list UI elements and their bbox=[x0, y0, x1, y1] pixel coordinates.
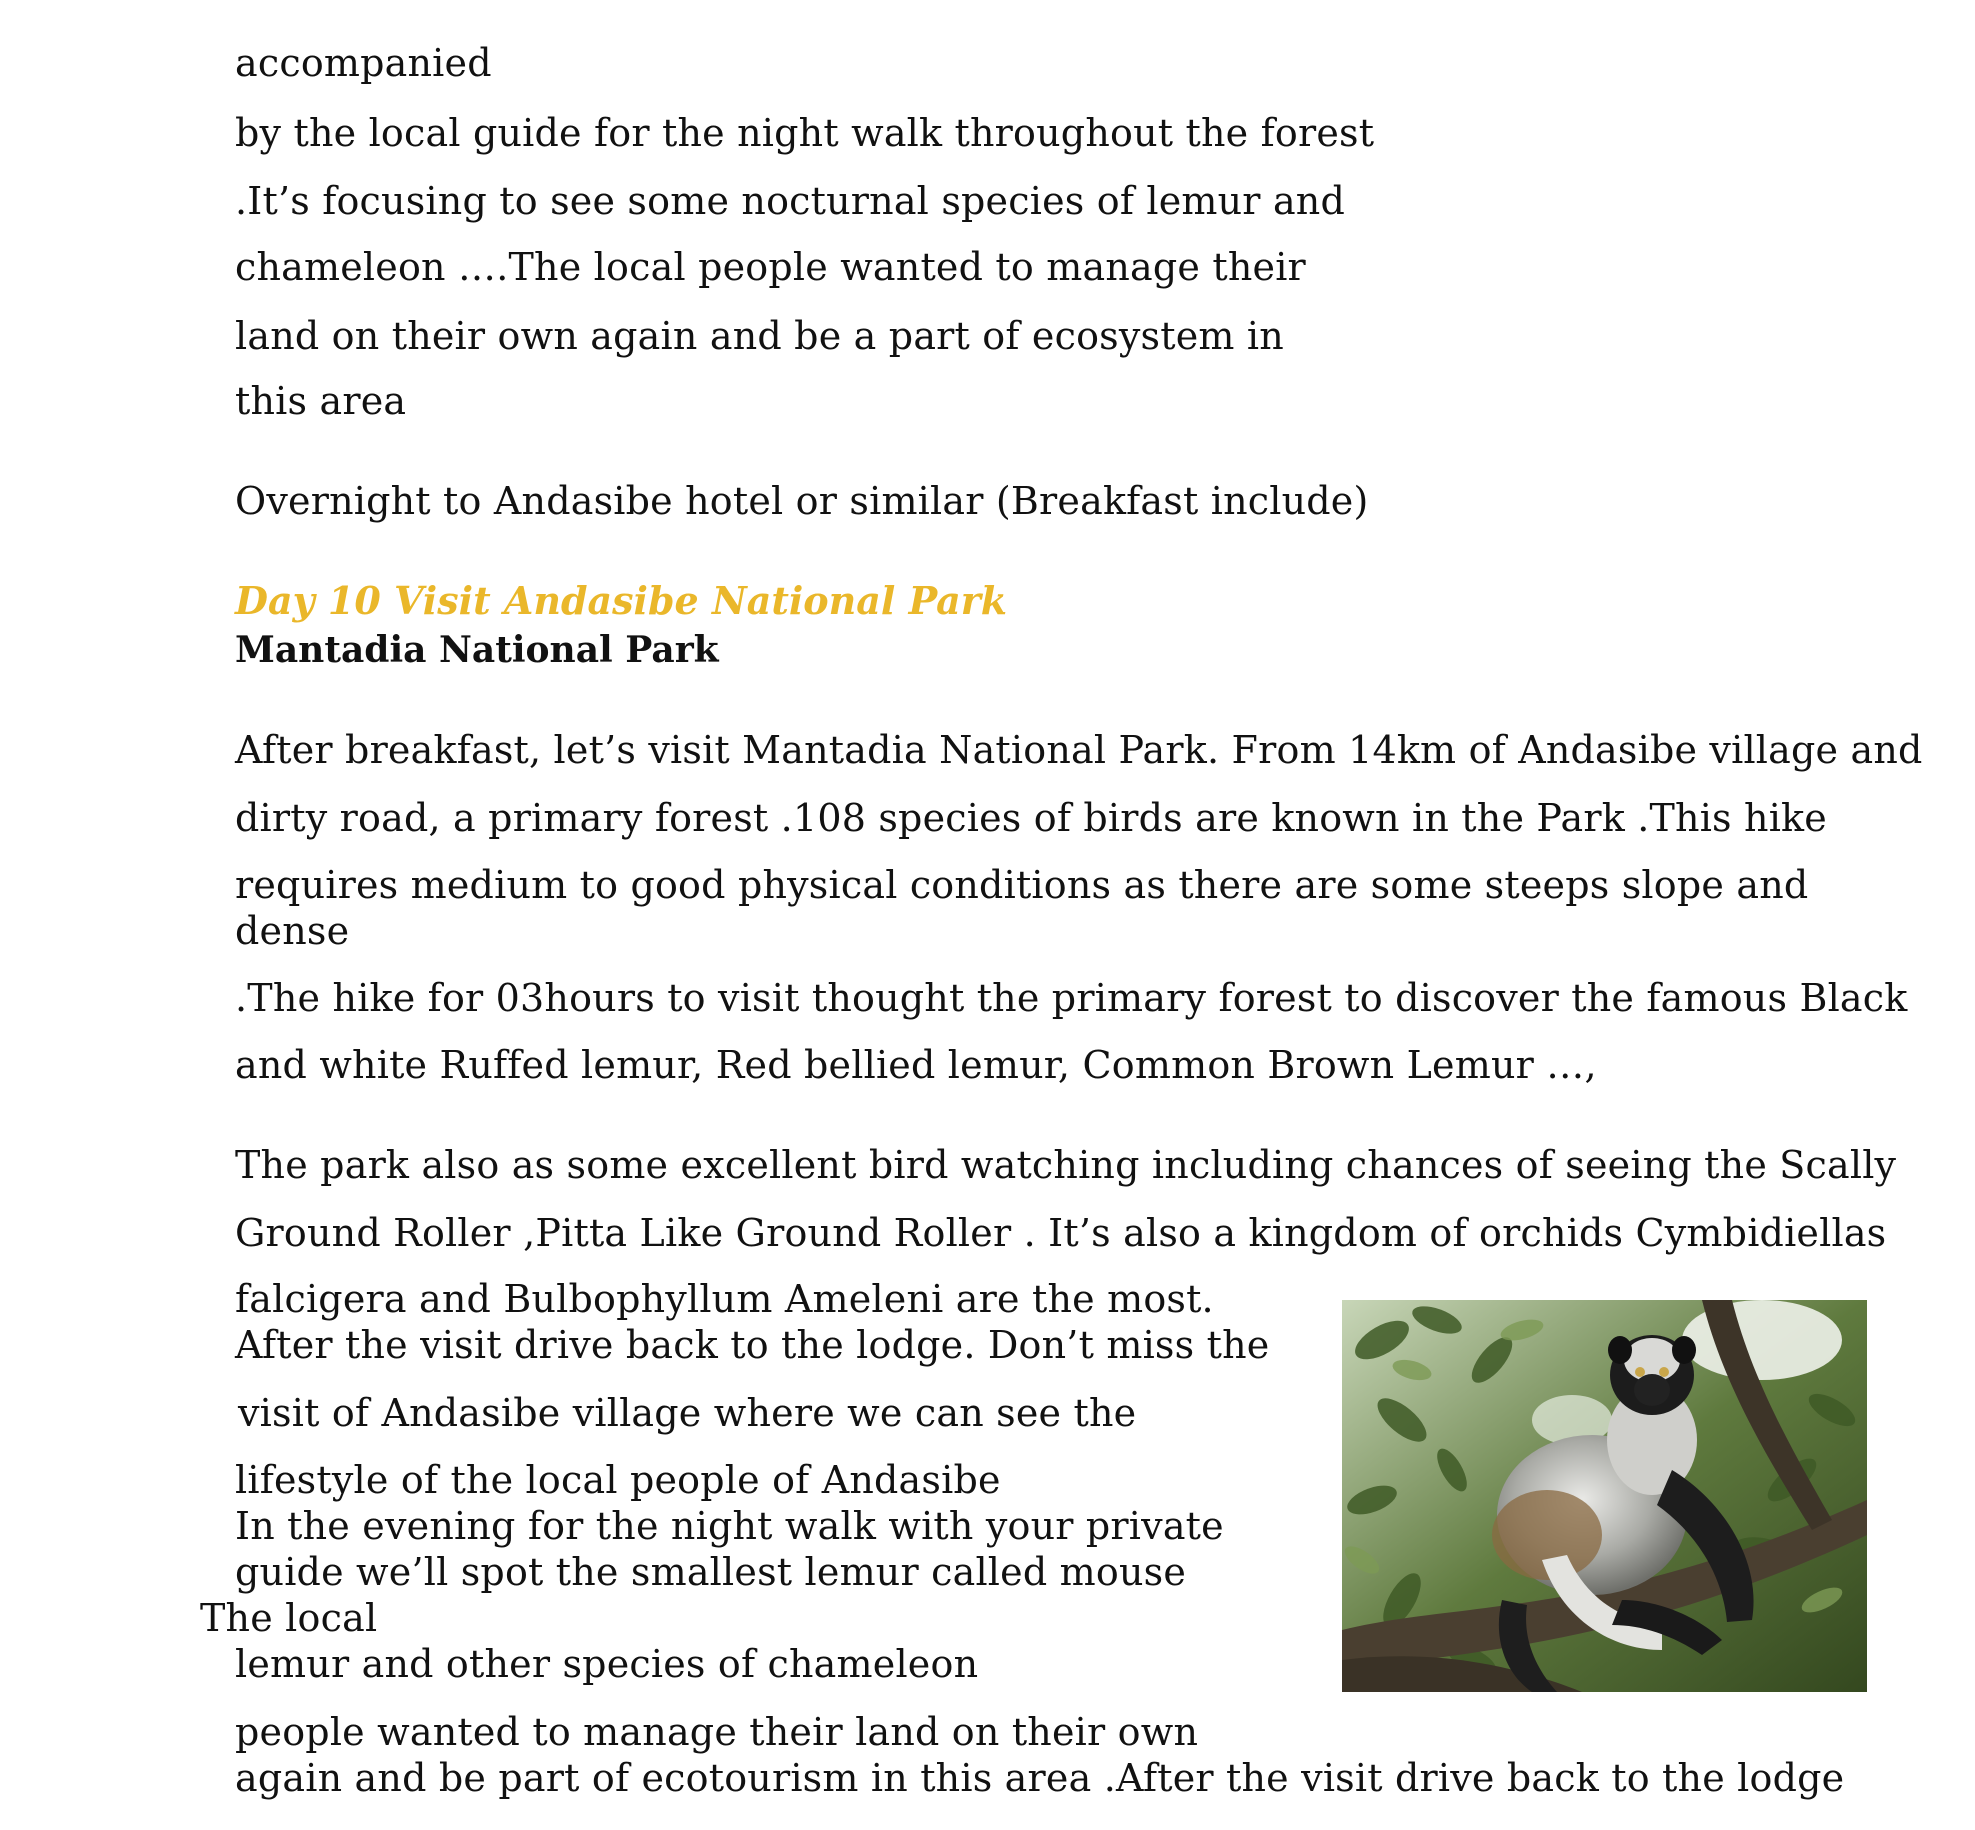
paragraph-line: dense bbox=[235, 909, 350, 953]
intro-line: this area bbox=[235, 379, 407, 423]
paragraph-line: again and be part of ecotourism in this area .After the visit drive back to the lodge bbox=[235, 1756, 1845, 1800]
paragraph-line: Ground Roller ,Pitta Like Ground Roller . It’s also a kingdom of orchids Cymbidiellas bbox=[235, 1211, 1887, 1255]
paragraph-line: people wanted to manage their land on their own bbox=[235, 1710, 1199, 1754]
paragraph-line: After the visit drive back to the lodge. Don’t miss the bbox=[235, 1323, 1270, 1367]
intro-line: by the local guide for the night walk throughout the forest bbox=[235, 111, 1375, 155]
overnight-note: Overnight to Andasibe hotel or similar (Breakfast include) bbox=[235, 479, 1369, 523]
sub-heading: Mantadia National Park bbox=[235, 629, 719, 671]
paragraph-line: requires medium to good physical conditions as there are some steeps slope and bbox=[235, 863, 1809, 907]
paragraph-line: The park also as some excellent bird watching including chances of seeing the Scally bbox=[235, 1143, 1897, 1187]
paragraph-line: lifestyle of the local people of Andasibe bbox=[235, 1458, 1001, 1502]
paragraph-line: guide we’ll spot the smallest lemur called mouse bbox=[235, 1550, 1187, 1594]
paragraph-line: The local bbox=[200, 1596, 378, 1640]
lemur-photo bbox=[1342, 1300, 1867, 1692]
paragraph-line: lemur and other species of chameleon bbox=[235, 1642, 979, 1686]
day-heading: Day 10 Visit Andasibe National Park bbox=[235, 578, 1008, 623]
paragraph-line: After breakfast, let’s visit Mantadia National Park. From 14km of Andasibe village and bbox=[235, 728, 1923, 772]
intro-line: accompanied bbox=[235, 41, 492, 85]
paragraph-line: visit of Andasibe village where we can see the bbox=[238, 1391, 1137, 1435]
paragraph-line: and white Ruffed lemur, Red bellied lemur, Common Brown Lemur …, bbox=[235, 1043, 1597, 1087]
paragraph-line: falcigera and Bulbophyllum Ameleni are the most. bbox=[235, 1277, 1214, 1321]
intro-line: chameleon ….The local people wanted to manage their bbox=[235, 245, 1306, 289]
intro-line: land on their own again and be a part of ecosystem in bbox=[235, 314, 1284, 358]
intro-line: .It’s focusing to see some nocturnal species of lemur and bbox=[235, 179, 1346, 223]
paragraph-line: dirty road, a primary forest .108 species of birds are known in the Park .This hike bbox=[235, 796, 1827, 840]
paragraph-line: .The hike for 03hours to visit thought the primary forest to discover the famous Black bbox=[235, 976, 1908, 1020]
paragraph-line: In the evening for the night walk with your private bbox=[235, 1504, 1224, 1548]
